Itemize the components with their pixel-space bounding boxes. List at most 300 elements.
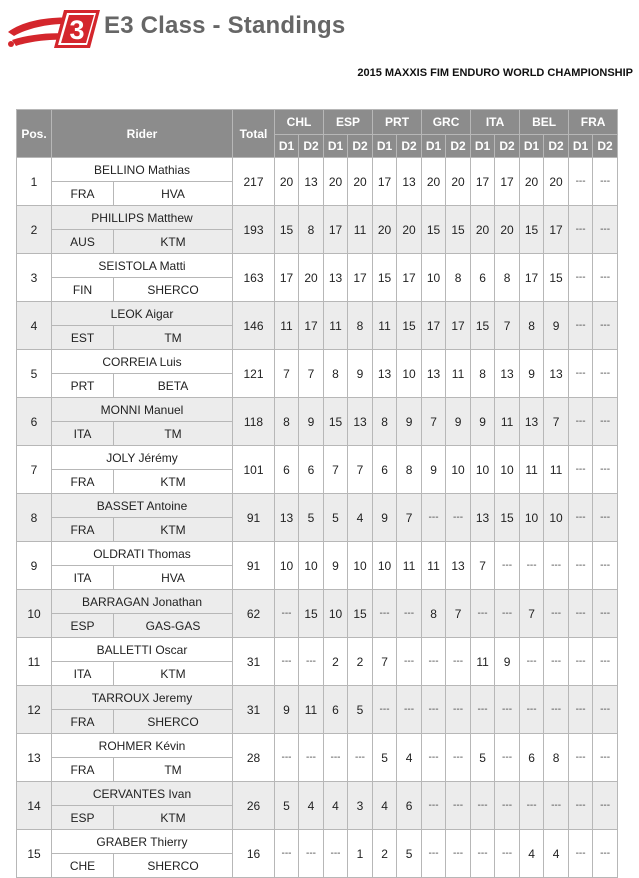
score-cell: --- (495, 782, 520, 830)
rider-name: GRABER Thierry (52, 830, 233, 854)
header-day-chl-d2: D2 (299, 135, 324, 158)
table-row (17, 830, 618, 854)
score-cell: --- (495, 542, 520, 590)
score-cell: --- (569, 446, 593, 494)
score-cell: 8 (471, 350, 495, 398)
logo-text: 3 (69, 15, 85, 45)
rider-nation: FIN (52, 278, 114, 302)
score-cell: --- (544, 542, 569, 590)
header-day-esp-d2: D2 (348, 135, 373, 158)
score-cell: 17 (373, 158, 397, 206)
score-cell: 10 (422, 254, 446, 302)
score-cell: --- (324, 830, 348, 878)
header-day-grc-d2: D2 (446, 135, 471, 158)
score-cell: 8 (446, 254, 471, 302)
score-cell: 9 (495, 638, 520, 686)
score-cell: 8 (324, 350, 348, 398)
position-cell: 12 (17, 686, 52, 734)
score-cell: 13 (324, 254, 348, 302)
header-event-chl: CHL (275, 110, 324, 135)
score-cell: --- (593, 350, 618, 398)
score-cell: --- (569, 254, 593, 302)
score-cell: 2 (373, 830, 397, 878)
score-cell: --- (593, 398, 618, 446)
rider-name: TARROUX Jeremy (52, 686, 233, 710)
score-cell: 13 (495, 350, 520, 398)
total-cell: 101 (233, 446, 275, 494)
score-cell: 11 (544, 446, 569, 494)
rider-nation: ITA (52, 422, 114, 446)
score-cell: --- (569, 158, 593, 206)
table-row (17, 494, 618, 518)
score-cell: 4 (373, 782, 397, 830)
total-cell: 217 (233, 158, 275, 206)
score-cell: --- (593, 734, 618, 782)
score-cell: --- (569, 494, 593, 542)
position-cell: 3 (17, 254, 52, 302)
score-cell: 7 (446, 590, 471, 638)
score-cell: --- (569, 686, 593, 734)
score-cell: --- (446, 734, 471, 782)
score-cell: 7 (324, 446, 348, 494)
rider-bike: SHERCO (114, 278, 233, 302)
position-cell: 7 (17, 446, 52, 494)
score-cell: --- (569, 398, 593, 446)
rider-nation: FRA (52, 710, 114, 734)
total-cell: 91 (233, 542, 275, 590)
score-cell: --- (593, 782, 618, 830)
score-cell: --- (593, 590, 618, 638)
score-cell: 8 (520, 302, 544, 350)
score-cell: 7 (373, 638, 397, 686)
score-cell: --- (495, 830, 520, 878)
score-cell: 20 (324, 158, 348, 206)
score-cell: 10 (471, 446, 495, 494)
score-cell: 17 (324, 206, 348, 254)
position-cell: 4 (17, 302, 52, 350)
score-cell: --- (275, 830, 299, 878)
header-pos: Pos. (17, 110, 52, 158)
score-cell: 6 (520, 734, 544, 782)
score-cell: 9 (275, 686, 299, 734)
table-row (17, 158, 618, 182)
rider-nation: ESP (52, 614, 114, 638)
score-cell: --- (422, 830, 446, 878)
score-cell: --- (593, 206, 618, 254)
rider-bike: GAS-GAS (114, 614, 233, 638)
table-row (17, 542, 618, 566)
score-cell: 11 (348, 206, 373, 254)
score-cell: --- (397, 638, 422, 686)
score-cell: 8 (299, 206, 324, 254)
table-row (17, 350, 618, 374)
score-cell: --- (471, 686, 495, 734)
score-cell: 20 (520, 158, 544, 206)
rider-nation: PRT (52, 374, 114, 398)
score-cell: --- (299, 734, 324, 782)
score-cell: --- (593, 638, 618, 686)
score-cell: --- (569, 350, 593, 398)
score-cell: --- (593, 158, 618, 206)
rider-bike: KTM (114, 230, 233, 254)
score-cell: --- (495, 590, 520, 638)
score-cell: --- (593, 494, 618, 542)
score-cell: 6 (275, 446, 299, 494)
score-cell: --- (446, 782, 471, 830)
score-cell: 7 (299, 350, 324, 398)
score-cell: 5 (471, 734, 495, 782)
table-row (17, 638, 618, 662)
score-cell: 11 (471, 638, 495, 686)
score-cell: 5 (299, 494, 324, 542)
score-cell: --- (569, 542, 593, 590)
score-cell: 15 (275, 206, 299, 254)
score-cell: 10 (544, 494, 569, 542)
score-cell: --- (569, 782, 593, 830)
position-cell: 1 (17, 158, 52, 206)
score-cell: 15 (446, 206, 471, 254)
rider-nation: ITA (52, 566, 114, 590)
table-row (17, 302, 618, 326)
rider-nation: FRA (52, 470, 114, 494)
score-cell: 9 (422, 446, 446, 494)
score-cell: --- (397, 590, 422, 638)
score-cell: 20 (471, 206, 495, 254)
table-row (17, 254, 618, 278)
header-event-ita: ITA (471, 110, 520, 135)
score-cell: 13 (544, 350, 569, 398)
score-cell: 8 (373, 398, 397, 446)
rider-bike: TM (114, 422, 233, 446)
score-cell: 11 (422, 542, 446, 590)
score-cell: 7 (495, 302, 520, 350)
score-cell: --- (446, 686, 471, 734)
rider-nation: ITA (52, 662, 114, 686)
total-cell: 163 (233, 254, 275, 302)
total-cell: 31 (233, 638, 275, 686)
score-cell: --- (275, 638, 299, 686)
score-cell: --- (275, 734, 299, 782)
score-cell: 20 (544, 158, 569, 206)
score-cell: 17 (275, 254, 299, 302)
score-cell: --- (520, 542, 544, 590)
score-cell: --- (520, 638, 544, 686)
score-cell: --- (569, 206, 593, 254)
score-cell: 10 (446, 446, 471, 494)
score-cell: 5 (324, 494, 348, 542)
score-cell: 11 (373, 302, 397, 350)
score-cell: 15 (373, 254, 397, 302)
score-cell: 5 (348, 686, 373, 734)
score-cell: 15 (495, 494, 520, 542)
score-cell: 11 (275, 302, 299, 350)
score-cell: --- (544, 782, 569, 830)
score-cell: 5 (373, 734, 397, 782)
position-cell: 9 (17, 542, 52, 590)
rider-bike: KTM (114, 662, 233, 686)
score-cell: 13 (520, 398, 544, 446)
score-cell: 7 (348, 446, 373, 494)
rider-bike: SHERCO (114, 710, 233, 734)
score-cell: 8 (422, 590, 446, 638)
score-cell: 15 (397, 302, 422, 350)
table-row (17, 734, 618, 758)
score-cell: 8 (397, 446, 422, 494)
score-cell: 9 (446, 398, 471, 446)
rider-bike: TM (114, 326, 233, 350)
position-cell: 6 (17, 398, 52, 446)
rider-name: BASSET Antoine (52, 494, 233, 518)
position-cell: 8 (17, 494, 52, 542)
total-cell: 62 (233, 590, 275, 638)
total-cell: 91 (233, 494, 275, 542)
score-cell: 17 (520, 254, 544, 302)
score-cell: --- (471, 590, 495, 638)
e3-logo-icon (6, 4, 102, 50)
header-day-grc-d1: D1 (422, 135, 446, 158)
score-cell: --- (299, 638, 324, 686)
page-title: E3 Class - Standings (104, 12, 346, 39)
score-cell: 15 (348, 590, 373, 638)
score-cell: --- (495, 686, 520, 734)
score-cell: --- (593, 830, 618, 878)
score-cell: 6 (397, 782, 422, 830)
score-cell: 15 (544, 254, 569, 302)
score-cell: --- (593, 446, 618, 494)
rider-bike: KTM (114, 470, 233, 494)
rider-nation: EST (52, 326, 114, 350)
rider-name: PHILLIPS Matthew (52, 206, 233, 230)
score-cell: --- (422, 734, 446, 782)
score-cell: --- (446, 830, 471, 878)
table-row (17, 206, 618, 230)
total-cell: 146 (233, 302, 275, 350)
header-day-fra-d1: D1 (569, 135, 593, 158)
rider-bike: BETA (114, 374, 233, 398)
score-cell: 17 (471, 158, 495, 206)
score-cell: --- (471, 830, 495, 878)
score-cell: 20 (422, 158, 446, 206)
score-cell: 9 (348, 350, 373, 398)
score-cell: 9 (544, 302, 569, 350)
rider-bike: HVA (114, 182, 233, 206)
score-cell: 9 (397, 398, 422, 446)
score-cell: 7 (397, 494, 422, 542)
score-cell: 13 (471, 494, 495, 542)
position-cell: 13 (17, 734, 52, 782)
position-cell: 15 (17, 830, 52, 878)
score-cell: 13 (275, 494, 299, 542)
score-cell: 11 (324, 302, 348, 350)
table-row (17, 590, 618, 614)
score-cell: 10 (299, 542, 324, 590)
score-cell: 10 (495, 446, 520, 494)
score-cell: --- (520, 782, 544, 830)
score-cell: 7 (275, 350, 299, 398)
score-cell: 13 (422, 350, 446, 398)
score-cell: 20 (348, 158, 373, 206)
score-cell: 5 (275, 782, 299, 830)
score-cell: 1 (348, 830, 373, 878)
rider-name: BALLETTI Oscar (52, 638, 233, 662)
score-cell: 11 (495, 398, 520, 446)
table-row (17, 686, 618, 710)
header-event-prt: PRT (373, 110, 422, 135)
score-cell: 13 (373, 350, 397, 398)
score-cell: 9 (373, 494, 397, 542)
score-cell: --- (422, 494, 446, 542)
score-cell: 3 (348, 782, 373, 830)
score-cell: 13 (348, 398, 373, 446)
score-cell: --- (471, 782, 495, 830)
rider-name: MONNI Manuel (52, 398, 233, 422)
score-cell: 4 (544, 830, 569, 878)
rider-bike: HVA (114, 566, 233, 590)
score-cell: --- (593, 254, 618, 302)
table-row (17, 398, 618, 422)
score-cell: --- (569, 830, 593, 878)
score-cell: --- (422, 638, 446, 686)
score-cell: --- (446, 494, 471, 542)
page-header (0, 0, 639, 50)
rider-nation: CHE (52, 854, 114, 878)
rider-name: CERVANTES Ivan (52, 782, 233, 806)
score-cell: --- (593, 686, 618, 734)
standings-table (16, 109, 618, 878)
score-cell: 7 (471, 542, 495, 590)
total-cell: 121 (233, 350, 275, 398)
score-cell: 7 (422, 398, 446, 446)
score-cell: 10 (397, 350, 422, 398)
score-cell: 20 (275, 158, 299, 206)
score-cell: 11 (446, 350, 471, 398)
header-day-chl-d1: D1 (275, 135, 299, 158)
rider-name: ROHMER Kévin (52, 734, 233, 758)
score-cell: 17 (422, 302, 446, 350)
position-cell: 11 (17, 638, 52, 686)
rider-bike: SHERCO (114, 854, 233, 878)
score-cell: --- (324, 734, 348, 782)
header-day-bel-d2: D2 (544, 135, 569, 158)
score-cell: 2 (324, 638, 348, 686)
score-cell: 20 (299, 254, 324, 302)
score-cell: 10 (275, 542, 299, 590)
score-cell: --- (593, 302, 618, 350)
header-event-bel: BEL (520, 110, 569, 135)
score-cell: 20 (446, 158, 471, 206)
rider-name: JOLY Jérémy (52, 446, 233, 470)
score-cell: --- (544, 638, 569, 686)
score-cell: --- (520, 686, 544, 734)
header-day-esp-d1: D1 (324, 135, 348, 158)
score-cell: --- (569, 734, 593, 782)
score-cell: 9 (520, 350, 544, 398)
score-cell: 15 (471, 302, 495, 350)
score-cell: 4 (348, 494, 373, 542)
score-cell: 6 (324, 686, 348, 734)
score-cell: 17 (397, 254, 422, 302)
score-cell: 2 (348, 638, 373, 686)
score-cell: 13 (397, 158, 422, 206)
score-cell: 9 (324, 542, 348, 590)
total-cell: 26 (233, 782, 275, 830)
header-day-bel-d1: D1 (520, 135, 544, 158)
score-cell: 13 (299, 158, 324, 206)
score-cell: --- (569, 590, 593, 638)
score-cell: --- (593, 542, 618, 590)
score-cell: 8 (275, 398, 299, 446)
header-event-fra: FRA (569, 110, 618, 135)
header-day-ita-d1: D1 (471, 135, 495, 158)
score-cell: 6 (471, 254, 495, 302)
score-cell: 5 (397, 830, 422, 878)
score-cell: --- (544, 686, 569, 734)
rider-name: SEISTOLA Matti (52, 254, 233, 278)
header-day-prt-d2: D2 (397, 135, 422, 158)
header-event-esp: ESP (324, 110, 373, 135)
score-cell: 15 (324, 398, 348, 446)
rider-bike: KTM (114, 806, 233, 830)
score-cell: 17 (544, 206, 569, 254)
score-cell: --- (495, 734, 520, 782)
score-cell: --- (299, 830, 324, 878)
score-cell: 6 (373, 446, 397, 494)
score-cell: --- (422, 782, 446, 830)
score-cell: 11 (299, 686, 324, 734)
rider-name: BELLINO Mathias (52, 158, 233, 182)
score-cell: --- (569, 638, 593, 686)
score-cell: 4 (520, 830, 544, 878)
score-cell: 15 (422, 206, 446, 254)
rider-name: LEOK Aigar (52, 302, 233, 326)
position-cell: 10 (17, 590, 52, 638)
score-cell: 6 (299, 446, 324, 494)
score-cell: --- (569, 302, 593, 350)
score-cell: 20 (495, 206, 520, 254)
header-event-grc: GRC (422, 110, 471, 135)
score-cell: 8 (495, 254, 520, 302)
score-cell: 11 (520, 446, 544, 494)
score-cell: --- (348, 734, 373, 782)
position-cell: 14 (17, 782, 52, 830)
rider-nation: ESP (52, 806, 114, 830)
score-cell: 9 (471, 398, 495, 446)
total-cell: 28 (233, 734, 275, 782)
score-cell: --- (544, 590, 569, 638)
score-cell: 10 (373, 542, 397, 590)
score-cell: 11 (397, 542, 422, 590)
score-cell: 15 (299, 590, 324, 638)
score-cell: 8 (544, 734, 569, 782)
score-cell: --- (275, 590, 299, 638)
score-cell: --- (373, 686, 397, 734)
score-cell: 4 (397, 734, 422, 782)
table-row (17, 446, 618, 470)
score-cell: 7 (544, 398, 569, 446)
position-cell: 2 (17, 206, 52, 254)
score-cell: 17 (495, 158, 520, 206)
rider-bike: TM (114, 758, 233, 782)
total-cell: 16 (233, 830, 275, 878)
score-cell: 17 (446, 302, 471, 350)
header-total: Total (233, 110, 275, 158)
score-cell: 4 (324, 782, 348, 830)
score-cell: 10 (520, 494, 544, 542)
score-cell: --- (373, 590, 397, 638)
rider-nation: AUS (52, 230, 114, 254)
score-cell: 17 (299, 302, 324, 350)
score-cell: 15 (520, 206, 544, 254)
